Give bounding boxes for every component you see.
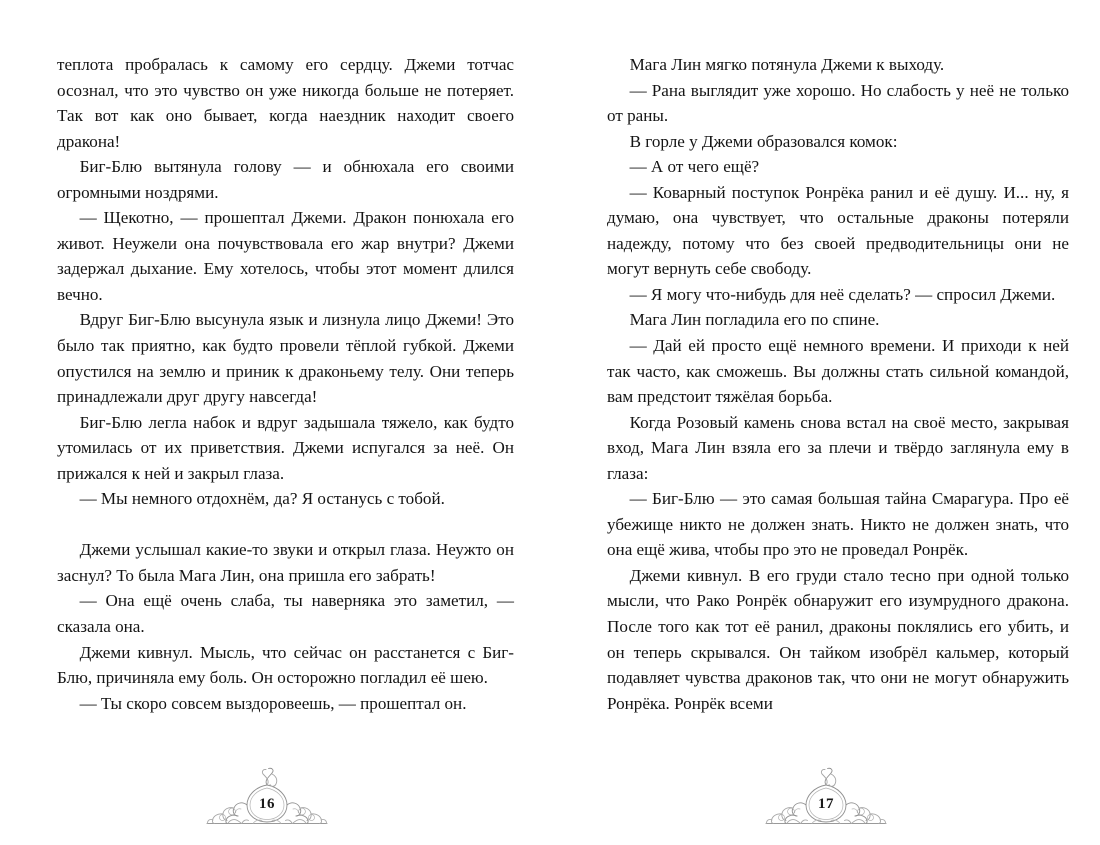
right-page-text-column [607, 52, 1069, 716]
paragraph: — Щекотно, — прошептал Джеми. Дракон понюхала его живот. Неужели она почувствовала его жар внутри? Джеми задержал дыхание. Ему хотелось, чтобы этот момент длился вечно. [57, 208, 514, 304]
left-page-folio [0, 765, 542, 831]
paragraph: — Она ещё очень слаба, ты наверняка это заметил, — сказала она. [57, 591, 514, 637]
paragraph: В горле у Джеми образовался комок: [629, 131, 898, 151]
right-page-folio [551, 765, 1100, 831]
left-page-text-column [57, 52, 514, 716]
smoke-cartouche-ornament-icon [760, 765, 892, 831]
paragraph: — А от чего ещё? [629, 157, 760, 177]
paragraph: Биг-Блю вытянула голову — и обнюхала его своими огромными ноздрями. [57, 157, 514, 202]
paragraph: — Ты скоро совсем выздоровеешь, — прошептал он. [79, 693, 467, 713]
paragraph: Мага Лин погладила его по спине. [629, 310, 880, 330]
page-number: 17 [818, 796, 834, 812]
paragraph-continuation: теплота пробралась к самому его сердцу. Джеми тотчас осознал, что это чувство он уже никогда больше не потеряет. Так вот как оно бывает, когда наездник находит своего дракона! [57, 55, 514, 151]
paragraph: Биг-Блю легла набок и вдруг задышала тяжело, как будто утомилась от их приветствия. Джеми испугался за неё. Он прижался к ней и закрыл глаза. [57, 412, 514, 483]
paragraph: Джеми кивнул. Мысль, что сейчас он расстанется с Биг-Блю, причиняла ему боль. Он осторожно погладил её шею. [57, 642, 514, 688]
paragraph: — Дай ей просто ещё немного времени. И приходи к ней так часто, как сможешь. Вы должны стать сильной командой, вам предстоит тяжёлая борьба. [607, 336, 1069, 407]
paragraph: — Рана выглядит уже хорошо. Но слабость у неё не только от раны. [607, 80, 1069, 126]
right-page [550, 0, 1100, 845]
paragraph: — Биг-Блю — это самая большая тайна Смарагура. Про её убежище никто не должен знать. Никто не должен знать, что она ещё жива, чтобы про это не проведал Ронрёк. [607, 489, 1069, 560]
paragraph: — Мы немного отдохнём, да? Я останусь с тобой. [79, 489, 445, 509]
paragraph: Вдруг Биг-Блю высунула язык и лизнула лицо Джеми! Это было так приятно, как будто провели тёплой губкой. Джеми опустился на землю и приник к драконьему телу. Они теперь принадлежали друг другу навсегда! [57, 310, 514, 407]
paragraph: Джеми кивнул. В его груди стало тесно при одной только мысли, что Рако Ронрёк обнаружит его изумрудного дракона. После того как тот её ранил, драконы поклялись его убить, и он теперь скрывался. Он тайком изобрёл кальмер, который подавляет чувства драконов так, что они не могут обнаружить Ронрёка. Ронрёк всеми [607, 565, 1069, 713]
paragraph: Мага Лин мягко потянула Джеми к выходу. [629, 55, 945, 74]
paragraph: Когда Розовый камень снова встал на своё место, закрывая вход, Мага Лин взяла его за плечи и твёрдо заглянула ему в глаза: [607, 412, 1069, 483]
paragraph: — Я могу что-нибудь для неё сделать? — спросил Джеми. [629, 284, 1056, 304]
paragraph: Джеми услышал какие-то звуки и открыл глаза. Неужто он заснул? То была Мага Лин, она пришла его забрать! [57, 540, 514, 585]
scene-break [57, 512, 514, 538]
paragraph: — Коварный поступок Ронрёка ранил и её душу. И... ну, я думаю, она чувствует, что остальные драконы потеряли надежду, потому что без своей предводительницы они не могут вернуть себе свободу. [607, 182, 1069, 279]
page-number: 16 [259, 796, 275, 812]
smoke-cartouche-ornament-icon [201, 765, 333, 831]
